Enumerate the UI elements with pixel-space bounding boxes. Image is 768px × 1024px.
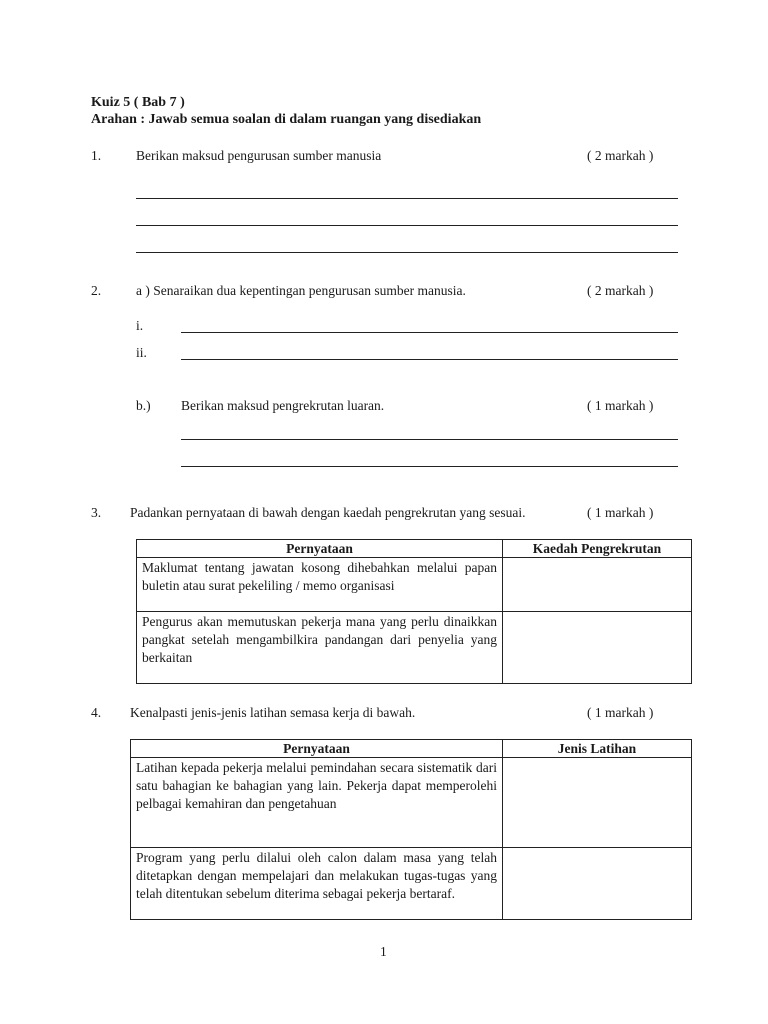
q3-statement-1: Maklumat tentang jawatan kosong dihebahkan melalui papan buletin atau surat pekeliling / memo organisasi xyxy=(137,558,503,612)
q4-text: Kenalpasti jenis-jenis latihan semasa kerja di bawah. xyxy=(130,705,416,720)
q2b-label: b.) xyxy=(136,398,151,413)
q2a-answer-line-i[interactable] xyxy=(181,332,678,333)
q4-header-jenis: Jenis Latihan xyxy=(503,740,692,758)
q2a-text: a ) Senaraikan dua kepentingan pengurusan sumber manusia. xyxy=(136,283,466,298)
q2a-marks: ( 2 markah ) xyxy=(587,283,654,298)
q3-text: Padankan pernyataan di bawah dengan kaedah pengrekrutan yang sesuai. xyxy=(130,505,526,520)
q1-text: Berikan maksud pengurusan sumber manusia xyxy=(136,148,382,163)
q2b-answer-line-2[interactable] xyxy=(181,466,678,467)
table-row xyxy=(137,612,692,684)
q4-header-pernyataan: Pernyataan xyxy=(131,740,503,758)
q4-answer-cell-2[interactable] xyxy=(503,848,692,920)
q3-marks: ( 1 markah ) xyxy=(587,505,654,520)
table-row xyxy=(137,558,692,612)
q2b-answer-line-1[interactable] xyxy=(181,439,678,440)
q3-answer-cell-1[interactable] xyxy=(503,558,692,612)
q4-answer-cell-1[interactable] xyxy=(503,758,692,848)
q4-marks: ( 1 markah ) xyxy=(587,705,654,720)
q3-matching-table xyxy=(136,539,692,684)
q3-number: 3. xyxy=(91,505,102,520)
q2a-item-ii-label: ii. xyxy=(136,345,147,360)
table-row xyxy=(131,848,692,920)
q1-answer-line-3[interactable] xyxy=(136,252,678,253)
q4-number: 4. xyxy=(91,705,102,720)
q2a-item-i-label: i. xyxy=(136,318,144,333)
q2-number: 2. xyxy=(91,283,102,298)
q3-header-kaedah: Kaedah Pengrekrutan xyxy=(503,540,692,558)
q4-statement-2: Program yang perlu dilalui oleh calon dalam masa yang telah ditetapkan dengan mempelajari dan melakukan tugas-tugas yang telah ditentukan sebelum diterima sebagai pekerja bertaraf. xyxy=(131,848,503,920)
table-row xyxy=(131,758,692,848)
q3-statement-2: Pengurus akan memutuskan pekerja mana yang perlu dinaikkan pangkat setelah mengambilkira pandangan dari penyelia yang berkaitan xyxy=(137,612,503,684)
q1-answer-line-2[interactable] xyxy=(136,225,678,226)
page-number: 1 xyxy=(380,944,387,959)
quiz-title: Kuiz 5 ( Bab 7 ) xyxy=(91,95,185,110)
q1-number: 1. xyxy=(91,148,102,163)
q2b-marks: ( 1 markah ) xyxy=(587,398,654,413)
instruction-text: Arahan : Jawab semua soalan di dalam ruangan yang disediakan xyxy=(91,112,482,127)
q1-answer-line-1[interactable] xyxy=(136,198,678,199)
q2a-answer-line-ii[interactable] xyxy=(181,359,678,360)
q4-training-table xyxy=(130,739,692,920)
q3-answer-cell-2[interactable] xyxy=(503,612,692,684)
q3-header-pernyataan: Pernyataan xyxy=(137,540,503,558)
q4-statement-1: Latihan kepada pekerja melalui pemindahan secara sistematik dari satu bahagian ke bahagian yang lain. Pekerja dapat memperolehi pelbagai kemahiran dan pengetahuan xyxy=(131,758,503,848)
q2b-text: Berikan maksud pengrekrutan luaran. xyxy=(181,398,385,413)
q1-marks: ( 2 markah ) xyxy=(587,148,654,163)
